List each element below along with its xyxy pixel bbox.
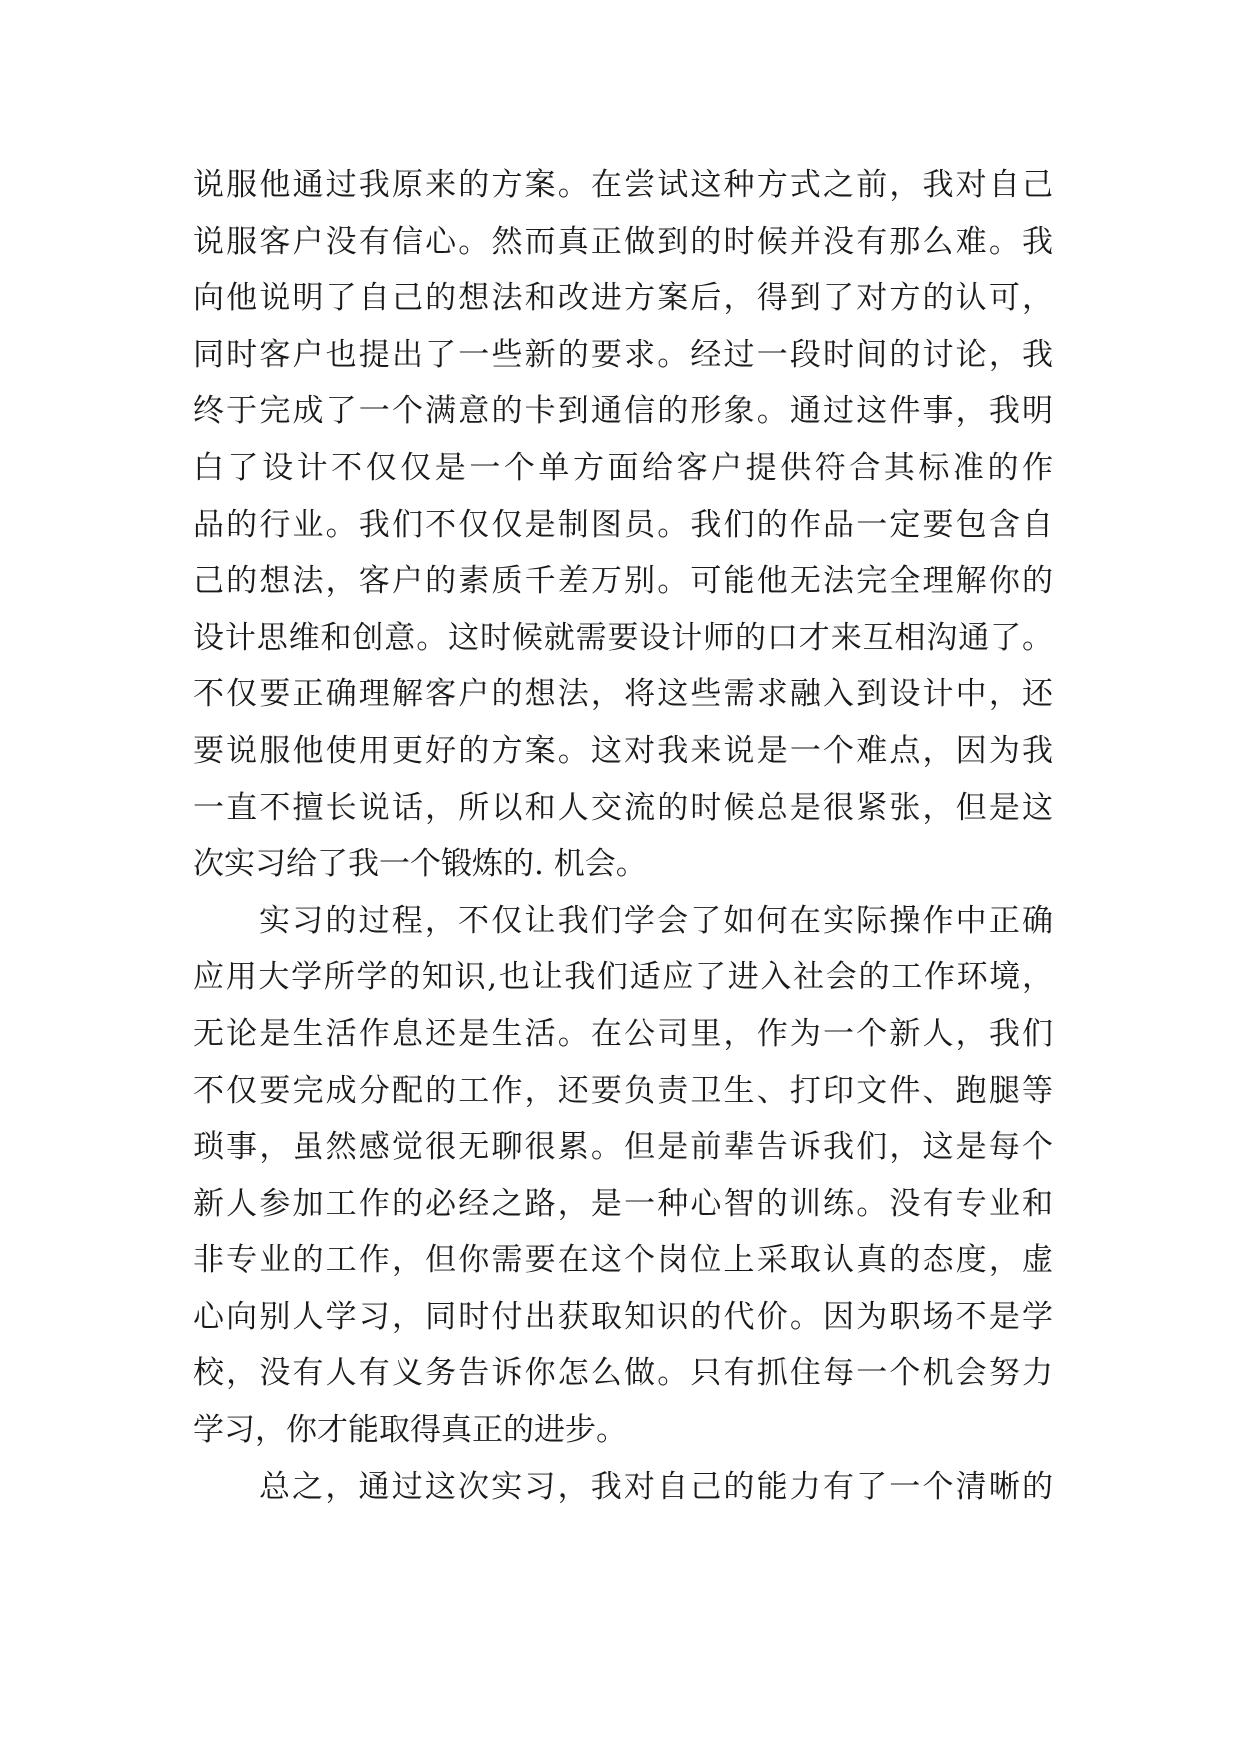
text-line: 己的想法，客户的素质千差万别。可能他无法完全理解你的 [193,563,1053,600]
text-line: 应用大学所学的知识,也让我们适应了进入社会的工作环境， [193,959,1053,996]
paragraph-3 [193,1459,1053,1516]
text-line: 学习，你才能取得真正的进步。 [193,1412,627,1449]
text-line: 新人参加工作的必经之路，是一种心智的训练。没有专业和 [193,1185,1053,1222]
text-line: 琐事，虽然感觉很无聊很累。但是前辈告诉我们，这是每个 [193,1129,1053,1166]
text-line: 非专业的工作，但你需要在这个岗位上采取认真的态度，虚 [193,1242,1053,1279]
paragraph-1 [193,157,1053,893]
paragraph-2 [193,893,1053,1459]
text-line: 一直不擅长说话，所以和人交流的时候总是很紧张，但是这 [193,789,1053,826]
text-line: 不仅要完成分配的工作，还要负责卫生、打印文件、跑腿等 [193,1072,1053,1109]
document-body [193,157,1053,1515]
text-line: 说服客户没有信心。然而真正做到的时候并没有那么难。我 [193,223,1053,260]
text-line: 要说服他使用更好的方案。这对我来说是一个难点，因为我 [193,732,1053,769]
text-line: 次实习给了我一个锻炼的. 机会。 [193,846,647,883]
text-line: 品的行业。我们不仅仅是制图员。我们的作品一定要包含自 [193,506,1053,543]
text-line: 设计思维和创意。这时候就需要设计师的口才来互相沟通了。 [193,619,1053,656]
text-line: 校，没有人有义务告诉你怎么做。只有抓住每一个机会努力 [193,1355,1053,1392]
text-line: 不仅要正确理解客户的想法，将这些需求融入到设计中，还 [193,676,1053,713]
text-line: 向他说明了自己的想法和改进方案后，得到了对方的认可， [193,280,1053,317]
text-line: 无论是生活作息还是生活。在公司里，作为一个新人，我们 [193,1015,1053,1052]
text-line: 终于完成了一个满意的卡到通信的形象。通过这件事，我明 [193,393,1053,430]
text-line: 同时客户也提出了一些新的要求。经过一段时间的讨论，我 [193,336,1053,373]
text-line: 心向别人学习，同时付出获取知识的代价。因为职场不是学 [193,1298,1053,1335]
text-line: 白了设计不仅仅是一个单方面给客户提供符合其标准的作 [193,449,1053,486]
text-line: 总之，通过这次实习，我对自己的能力有了一个清晰的 [259,1468,1053,1505]
text-line: 实习的过程，不仅让我们学会了如何在实际操作中正确 [259,902,1053,939]
text-line: 说服他通过我原来的方案。在尝试这种方式之前，我对自己 [193,167,1053,203]
